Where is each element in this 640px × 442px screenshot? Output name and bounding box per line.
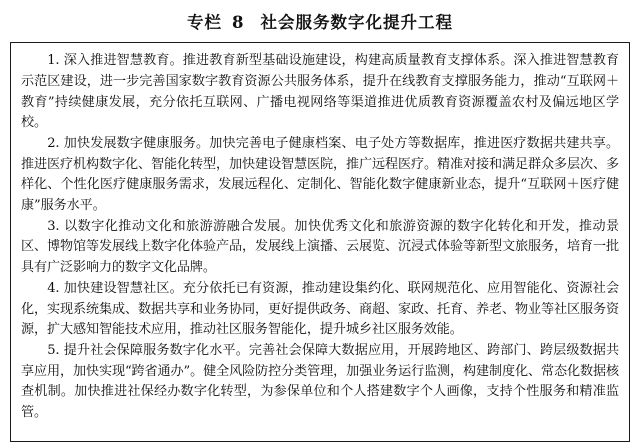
title-text: 社会服务数字化提升工程 (260, 13, 453, 32)
title-prefix: 专栏 (187, 13, 222, 32)
page-title (0, 0, 640, 42)
paragraph-3: 3. 以数字化推动文化和旅游游融合发展。加快优秀文化和旅游资源的数字化转化和开发，推动景区、博物馆等发展线上数字化体验产品，发展线上演播、云展览、沉浸式体验等新型文旅服务，培育一批具有广泛影响力的数字文化品牌。 (21, 218, 619, 275)
paragraph-5: 5. 提升社会保障服务数字化水平。完善社会保障大数据应用，开展跨地区、跨部门、跨层级数据共享应用，加快实现“跨省通办”。健全风险防控分类管理，加强业务运行监测，构建制度化、常态化数据核查机制。加快推进社保经办数字化转型，为参保单位和个人搭建数字个人画像，支持个性服务和精准监管。 (21, 343, 619, 420)
title-number: 8 (232, 13, 245, 32)
content-box (10, 42, 630, 442)
paragraph-1: 1. 深入推进智慧教育。推进教育新型基础设施建设，构建高质量教育支撑体系。深入推进智慧教育示范区建设，进一步完善国家数字教育资源公共服务体系，提升在线教育支撑服务能力，推动“互联网＋教育”持续健康发展，充分依托互联网、广播电视网络等渠道推进优质教育资源覆盖农村及偏远地区学校。 (21, 53, 619, 131)
paragraph-4: 4. 加快建设智慧社区。充分依托已有资源，推动建设集约化、联网规范化、应用智能化、资源社会化，实现系统集成、数据共享和业务协同，更好提供政务、商超、家政、托育、养老、物业等社区服务资源，扩大感知智能技术应用，推动社区服务智能化，提升城乡社区服务效能。 (21, 280, 619, 338)
paragraph-2: 2. 加快发展数字健康服务。加快完善电子健康档案、电子处方等数据库，推进医疗数据共建共享。推进医疗机构数字化、智能化转型，加快建设智慧医院，推广远程医疗。精准对接和满足群众多层次、多样化、个性化医疗健康服务需求，发展远程化、定制化、智能化数字健康新业态，提升“互联网＋医疗健康”服务水平。 (21, 136, 619, 213)
